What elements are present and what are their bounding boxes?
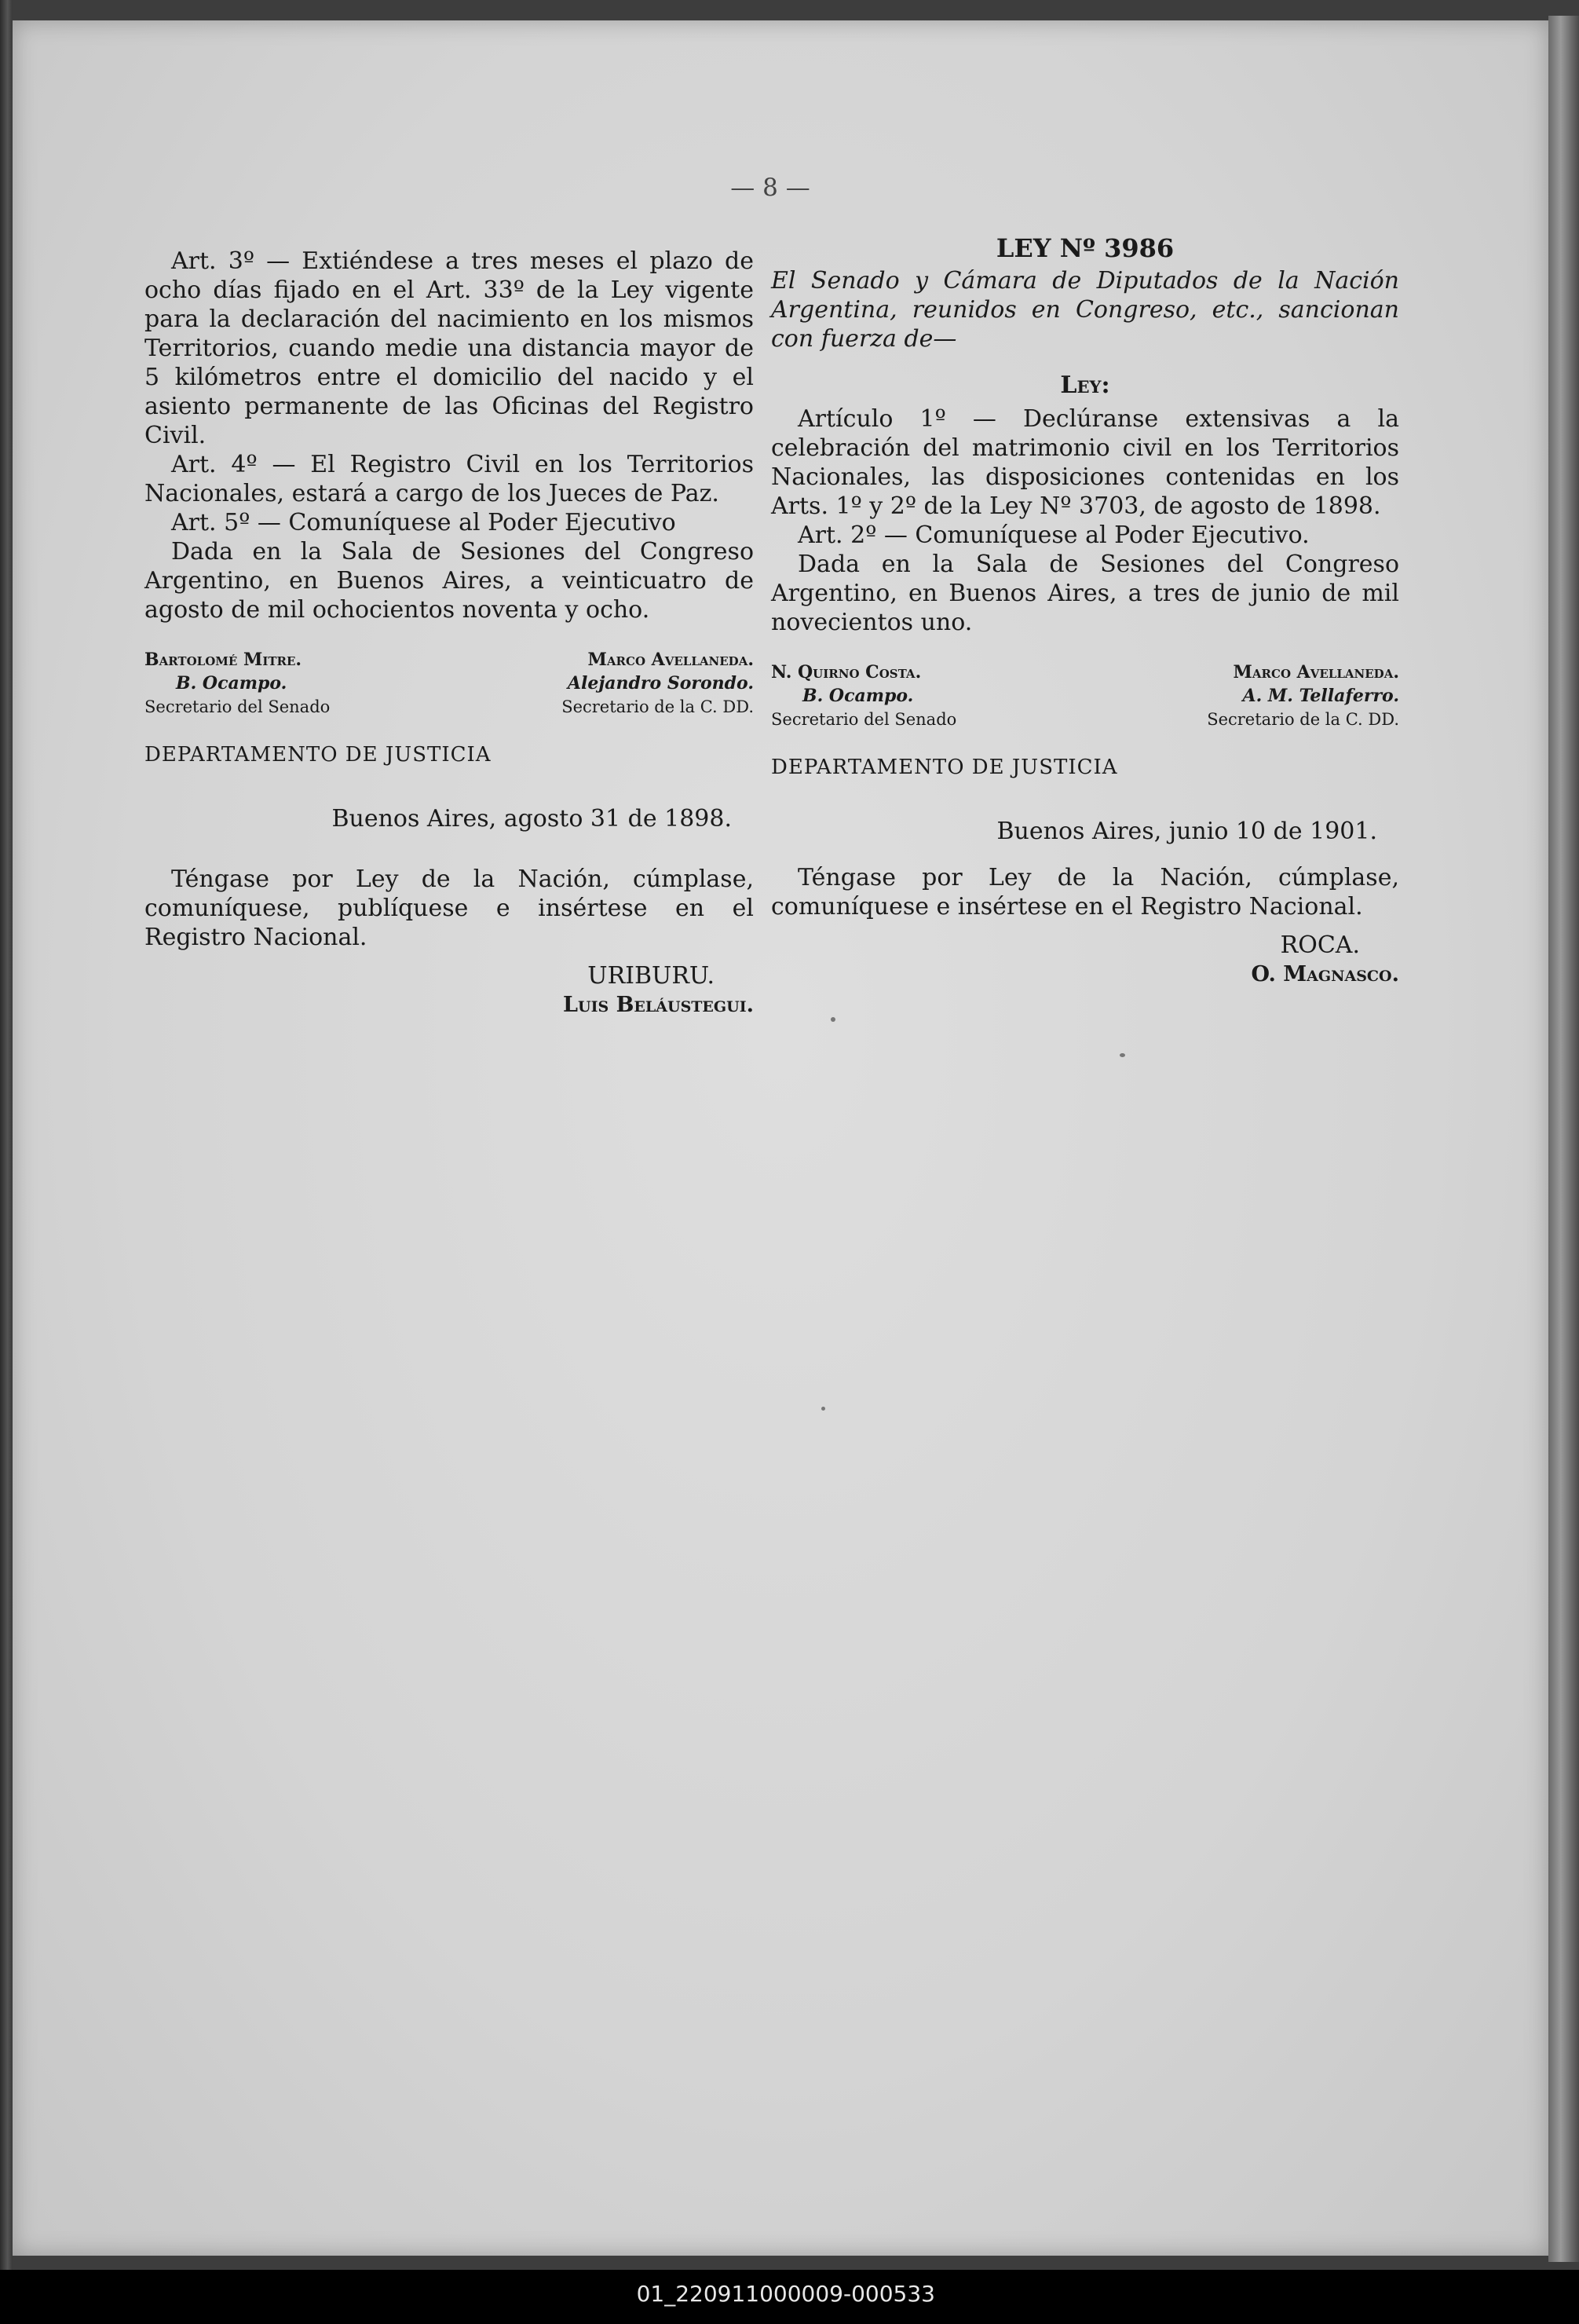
decree-text: Téngase por Ley de la Nación, cúmplase, comuníquese, publíquese e insértese en el Registro Nacional. bbox=[144, 866, 754, 951]
deputies-secretary-role: Secretario de la C. DD. bbox=[561, 697, 754, 716]
image-id-label: 01_220911000009-000533 bbox=[636, 2281, 935, 2307]
deputies-president: Marco Avellaneda. bbox=[587, 650, 754, 670]
deputies-signatures bbox=[495, 648, 754, 719]
signature-block bbox=[144, 648, 754, 733]
given-clause: Dada en la Sala de Sesiones del Congreso Argentino, en Buenos Aires, a tres de junio de mil novecientos uno. bbox=[771, 551, 1399, 636]
senate-president: Bartolomé Mitre. bbox=[144, 650, 302, 670]
scanned-page bbox=[13, 20, 1548, 2256]
deputies-secretary: Alejandro Sorondo. bbox=[567, 673, 754, 694]
date-line: Buenos Aires, junio 10 de 1901. bbox=[996, 818, 1377, 845]
page-edge bbox=[1548, 16, 1579, 2262]
department-heading: DEPARTAMENTO DE JUSTICIA bbox=[771, 756, 1118, 779]
executive-signers bbox=[144, 961, 754, 1019]
deputies-president: Marco Avellaneda. bbox=[1233, 662, 1399, 683]
senate-secretary-role: Secretario del Senado bbox=[144, 697, 331, 716]
deputies-secretary: A. M. Tellaferro. bbox=[1242, 686, 1399, 706]
senate-signatures bbox=[771, 661, 1030, 731]
senate-secretary: B. Ocampo. bbox=[802, 686, 914, 706]
senate-president: N. Quirno Costa. bbox=[771, 662, 922, 683]
given-clause: Dada en la Sala de Sesiones del Congreso Argentino, en Buenos Aires, a veinticuatro de agosto de mil ochocientos noventa y ocho. bbox=[144, 538, 754, 624]
right-column bbox=[771, 234, 1399, 989]
scan-speck bbox=[831, 1017, 835, 1022]
decree-text: Téngase por Ley de la Nación, cúmplase, comuníquese e insértese en el Registro Nacional. bbox=[771, 864, 1399, 920]
department-heading: DEPARTAMENTO DE JUSTICIA bbox=[144, 743, 492, 767]
article-5: Art. 5º — Comuníquese al Poder Ejecutivo bbox=[171, 509, 676, 536]
article-4: Art. 4º — El Registro Civil en los Territorios Nacionales, estará a cargo de los Jueces de Paz. bbox=[144, 451, 754, 507]
date-line: Buenos Aires, agosto 31 de 1898. bbox=[331, 805, 732, 833]
article-3: Art. 3º — Extiéndese a tres meses el plazo de ocho días fijado en el Art. 33º de la Ley vigente para la declaración del nacimiento en los mismos Territorios, cuando medie una distancia mayor de 5 kilómetros entre el domicilio del nacido y el asiento permanente de las Oficinas del Registro Civil. bbox=[144, 247, 754, 449]
law-title: LEY Nº 3986 bbox=[996, 233, 1175, 263]
deputies-secretary-role: Secretario de la C. DD. bbox=[1207, 710, 1399, 729]
article-2: Art. 2º — Comuníquese al Poder Ejecutivo. bbox=[798, 522, 1310, 549]
preamble: El Senado y Cámara de Diputados de la Nación Argentina, reunidos en Congreso, etc., sancionan con fuerza de— bbox=[771, 267, 1399, 353]
signer-minister: Luis Beláustegui. bbox=[563, 993, 754, 1017]
scan-speck bbox=[821, 1407, 825, 1411]
senate-signatures bbox=[144, 648, 404, 719]
article-1: Artículo 1º — Declúranse extensivas a la celebración del matrimonio civil en los Territorios Nacionales, las disposiciones contenidas en los Arts. 1º y 2º de la Ley Nº 3703, de agosto de 1898. bbox=[771, 405, 1399, 520]
scan-speck bbox=[1120, 1053, 1125, 1057]
signer-minister: O. Magnasco. bbox=[1251, 962, 1399, 986]
signature-block bbox=[771, 661, 1399, 745]
page-number: — 8 — bbox=[730, 174, 810, 202]
ley-heading: Ley: bbox=[1060, 371, 1110, 399]
senate-secretary-role: Secretario del Senado bbox=[771, 710, 957, 729]
signer-president: ROCA. bbox=[1280, 931, 1360, 959]
signer-president: URIBURU. bbox=[587, 962, 715, 990]
executive-signers bbox=[771, 931, 1399, 989]
deputies-signatures bbox=[1140, 661, 1399, 731]
book-spine bbox=[0, 0, 13, 2270]
senate-secretary: B. Ocampo. bbox=[176, 673, 287, 694]
left-column bbox=[144, 247, 754, 1019]
